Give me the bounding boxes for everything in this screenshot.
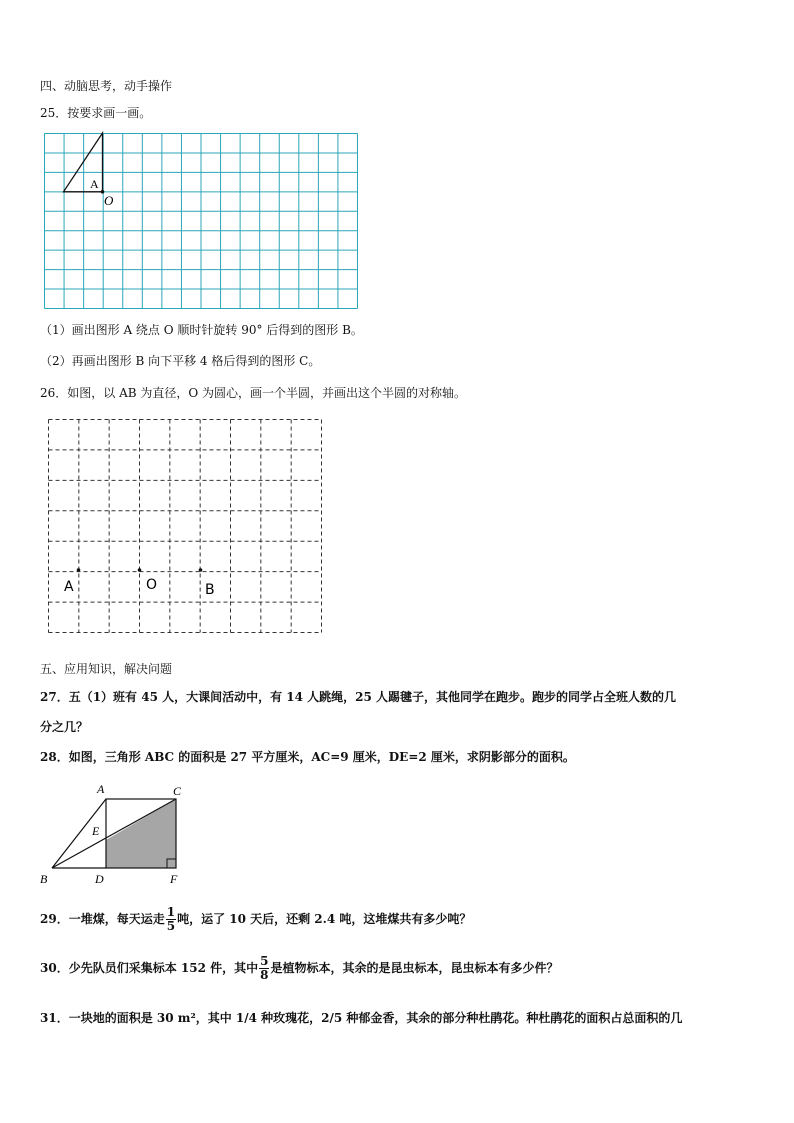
label-c: C xyxy=(173,784,182,798)
question-30-text-before: 30．少先队员们采集标本 152 件，其中 xyxy=(40,961,259,975)
question-30 xyxy=(40,952,558,984)
fraction-one-fifth: $\frac{1}{5}$ xyxy=(166,905,176,933)
fraction-five-eighths: $\frac{5}{8}$ xyxy=(260,954,269,982)
question-26-stem: 26．如图，以 AB 为直径，O 为圆心，画一个半圆，并画出这个半圆的对称轴。 xyxy=(40,386,467,400)
dashed-square-grid xyxy=(49,420,322,633)
question-28-figure xyxy=(38,780,198,890)
question-30-text-after: 是植物标本，其余的是昆虫标本，昆虫标本有多少件？ xyxy=(270,961,559,975)
question-28-stem: 28．如图，三角形 ABC 的面积是 27 平方厘米，AC=9 厘米，DE=2 厘米，求阴影部分的面积。 xyxy=(40,750,575,764)
label-a: A xyxy=(64,579,74,595)
question-29 xyxy=(40,903,471,935)
question-26-dashed-grid xyxy=(48,419,322,633)
section-4-title: 四、动脑思考，动手操作 xyxy=(40,79,173,93)
point-a-dot xyxy=(77,568,81,572)
label-f: F xyxy=(170,872,178,886)
question-29-text-before: 29．一堆煤，每天运走 xyxy=(40,912,165,926)
shaded-region xyxy=(106,799,176,868)
label-a: A xyxy=(90,177,99,191)
question-25-part-2: （2）再画出图形 B 向下平移 4 格后得到的图形 C。 xyxy=(40,354,321,368)
label-o: O xyxy=(146,577,158,593)
label-o: O xyxy=(104,193,114,208)
question-25-grid-figure xyxy=(44,133,358,309)
label-d: D xyxy=(95,872,104,886)
question-31-line-1: 31．一块地的面积是 30 m²，其中 1/4 种玫瑰花，2/5 种郁金香，其余的部分种杜鹃花。种杜鹃花的面积占总面积的几 xyxy=(40,1011,683,1025)
question-27-line-2: 分之几？ xyxy=(40,720,89,734)
label-b: B xyxy=(40,872,48,886)
point-o-dot xyxy=(138,568,142,572)
section-5-title: 五、应用知识，解决问题 xyxy=(40,662,173,676)
label-e: E xyxy=(92,824,100,838)
label-a: A xyxy=(97,782,105,796)
label-b: B xyxy=(205,582,215,598)
question-25-part-1: （1）画出图形 A 绕点 O 顺时针旋转 90° 后得到的图形 B。 xyxy=(40,323,363,337)
question-27-line-1: 27．五（1）班有 45 人，大课间活动中，有 14 人跳绳，25 人踢毽子，其他同学在跑步。跑步的同学占全班人数的几 xyxy=(40,690,677,704)
question-25-stem: 25．按要求画一画。 xyxy=(40,106,152,120)
point-b-dot xyxy=(199,568,203,572)
question-29-text-after: 吨，运了 10 天后，还剩 2.4 吨，这堆煤共有多少吨？ xyxy=(177,912,472,926)
teal-square-grid xyxy=(45,134,358,309)
